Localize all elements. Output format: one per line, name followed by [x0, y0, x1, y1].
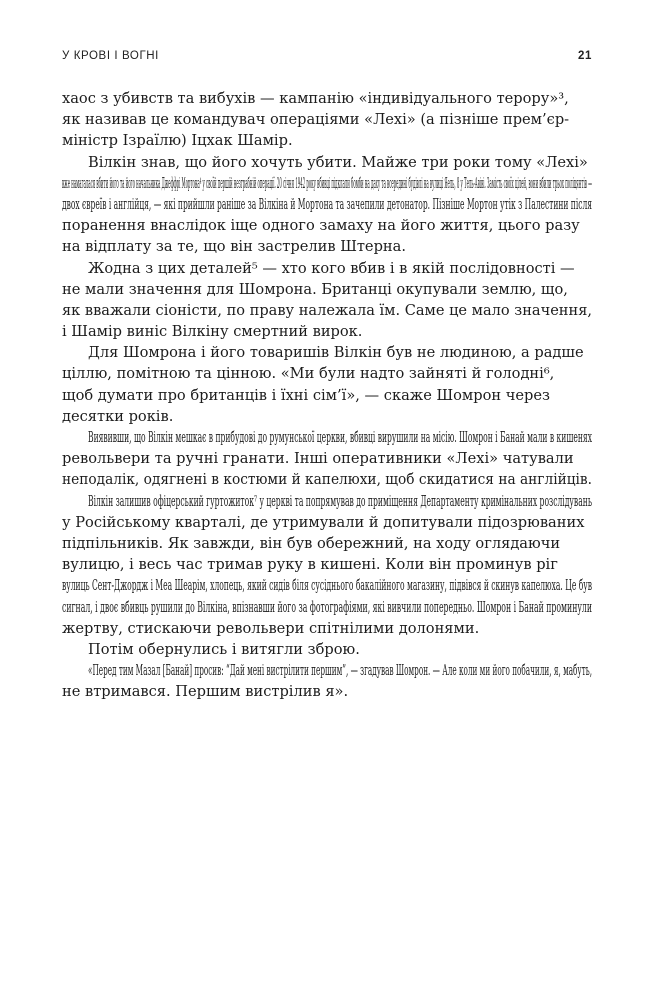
running-title: У КРОВІ І ВОГНІ — [62, 50, 159, 62]
text-line: Виявивши, що Вілкін мешкає в прибудові до румунської церкви, вбивці вирушили на місію. Шомрон і Банай мали в кишенях — [88, 429, 592, 446]
text-line: Жодна з цих деталей⁵ — хто кого вбив і в якій послідовності — — [88, 259, 575, 277]
text-line: і Шамір виніс Вілкіну смертний вирок. — [62, 323, 363, 341]
text-line: не втримався. Першим вистрілив я». — [62, 683, 349, 701]
paragraph — [62, 88, 592, 152]
page-header — [62, 50, 592, 68]
text-line: двох євреїв і англійця, — які прийшли раніше за Вілкіна й Мортона та зачепили детонатор. Пізніше Мортон утік з Палестини після — [62, 195, 592, 213]
paragraph — [62, 491, 592, 639]
text-line: Потім обернулись і витягли зброю. — [88, 640, 360, 658]
text-line: вулиць Сент-Джордж і Меа Шеарім, хлопець, який сидів біля сусіднього бакалійного магазину, підвівся й скинув капелюха. Це був — [62, 577, 592, 595]
text-line: вулицю, і весь час тримав руку в кишені. Коли він проминув ріг — [62, 556, 558, 574]
text-line: на відплату за те, що він застрелив Штерна. — [62, 238, 406, 256]
text-line: ціллю, помітною та цінною. «Ми були надто зайняті й голодні⁶, — [62, 365, 555, 383]
text-line: жертву, стискаючи револьвери спітнілими долонями. — [62, 619, 480, 637]
page-body — [62, 88, 592, 702]
text-line: не мали значення для Шомрона. Британці окупували землю, що, — [62, 280, 568, 298]
page-number: 21 — [578, 50, 592, 62]
text-line: хаос з убивств та вибухів — кампанію «індивідуального терору»³, — [62, 90, 569, 107]
text-line: Вілкін знав, що його хочуть убити. Майже три роки тому «Лехі» — [88, 153, 588, 171]
paragraph — [62, 258, 592, 343]
text-line: як вважали сіоністи, по праву належала їм. Саме це мало значення, — [62, 301, 592, 319]
text-line: як називав це командувач операціями «Лехі» (а пізніше прем’єр- — [62, 111, 570, 129]
paragraph — [62, 342, 592, 427]
text-line: «Перед тим Мазал [Банай] просив: “Дай мені вистрілити першим”, — згадував Шомрон. — Але коли ми його побачили, я, мабуть, — [88, 662, 592, 680]
paragraph — [62, 660, 592, 702]
text-line: десятки років. — [62, 407, 174, 425]
paragraph — [62, 639, 592, 660]
text-line: револьвери та ручні гранати. Інші оперативники «Лехі» чатували — [62, 450, 574, 468]
text-line: Для Шомрона і його товаришів Вілкін був не людиною, а радше — [88, 344, 584, 362]
paragraph — [62, 152, 592, 258]
text-line: у Російському кварталі, де утримували й допитували підозрюваних — [62, 513, 585, 531]
text-line: неподалік, одягнені в костюми й капелюхи, щоб скидатися на англійців. — [62, 471, 592, 489]
text-line: міністр Ізраїлю) Іцхак Шамір. — [62, 132, 293, 150]
text-line: підпільників. Як завжди, він був обережний, на ходу оглядаючи — [62, 534, 561, 552]
text-line: поранення внаслідок іще одного замаху на його життя, цього разу — [62, 217, 580, 235]
text-line: щоб думати про британців і їхні сім’ї», — скаже Шомрон через — [62, 386, 550, 404]
text-line: вже намагалася вбити його та його начальника Джеффрі Мортона⁴ у своїй першій незграбній операції. 20 січня 1942 року вбивці підклали бомби на даху та всередині будівлі на вулиці Яель, 8 у Тель-Авіві. Замість своїх цілей, вони вбили трьох поліцянтів — — [62, 174, 592, 192]
paragraph — [62, 427, 592, 491]
text-line: Вілкін залишив офіцерський гуртожиток⁷ у церкві та попрямував до приміщення Департаменту кримінальних розслідувань — [88, 492, 592, 510]
text-line: сигнал, і двоє вбивць рушили до Вілкіна, впізнавши його за фотографіями, які вивчили попередньо. Шомрон і Банай проминули — [62, 598, 592, 616]
